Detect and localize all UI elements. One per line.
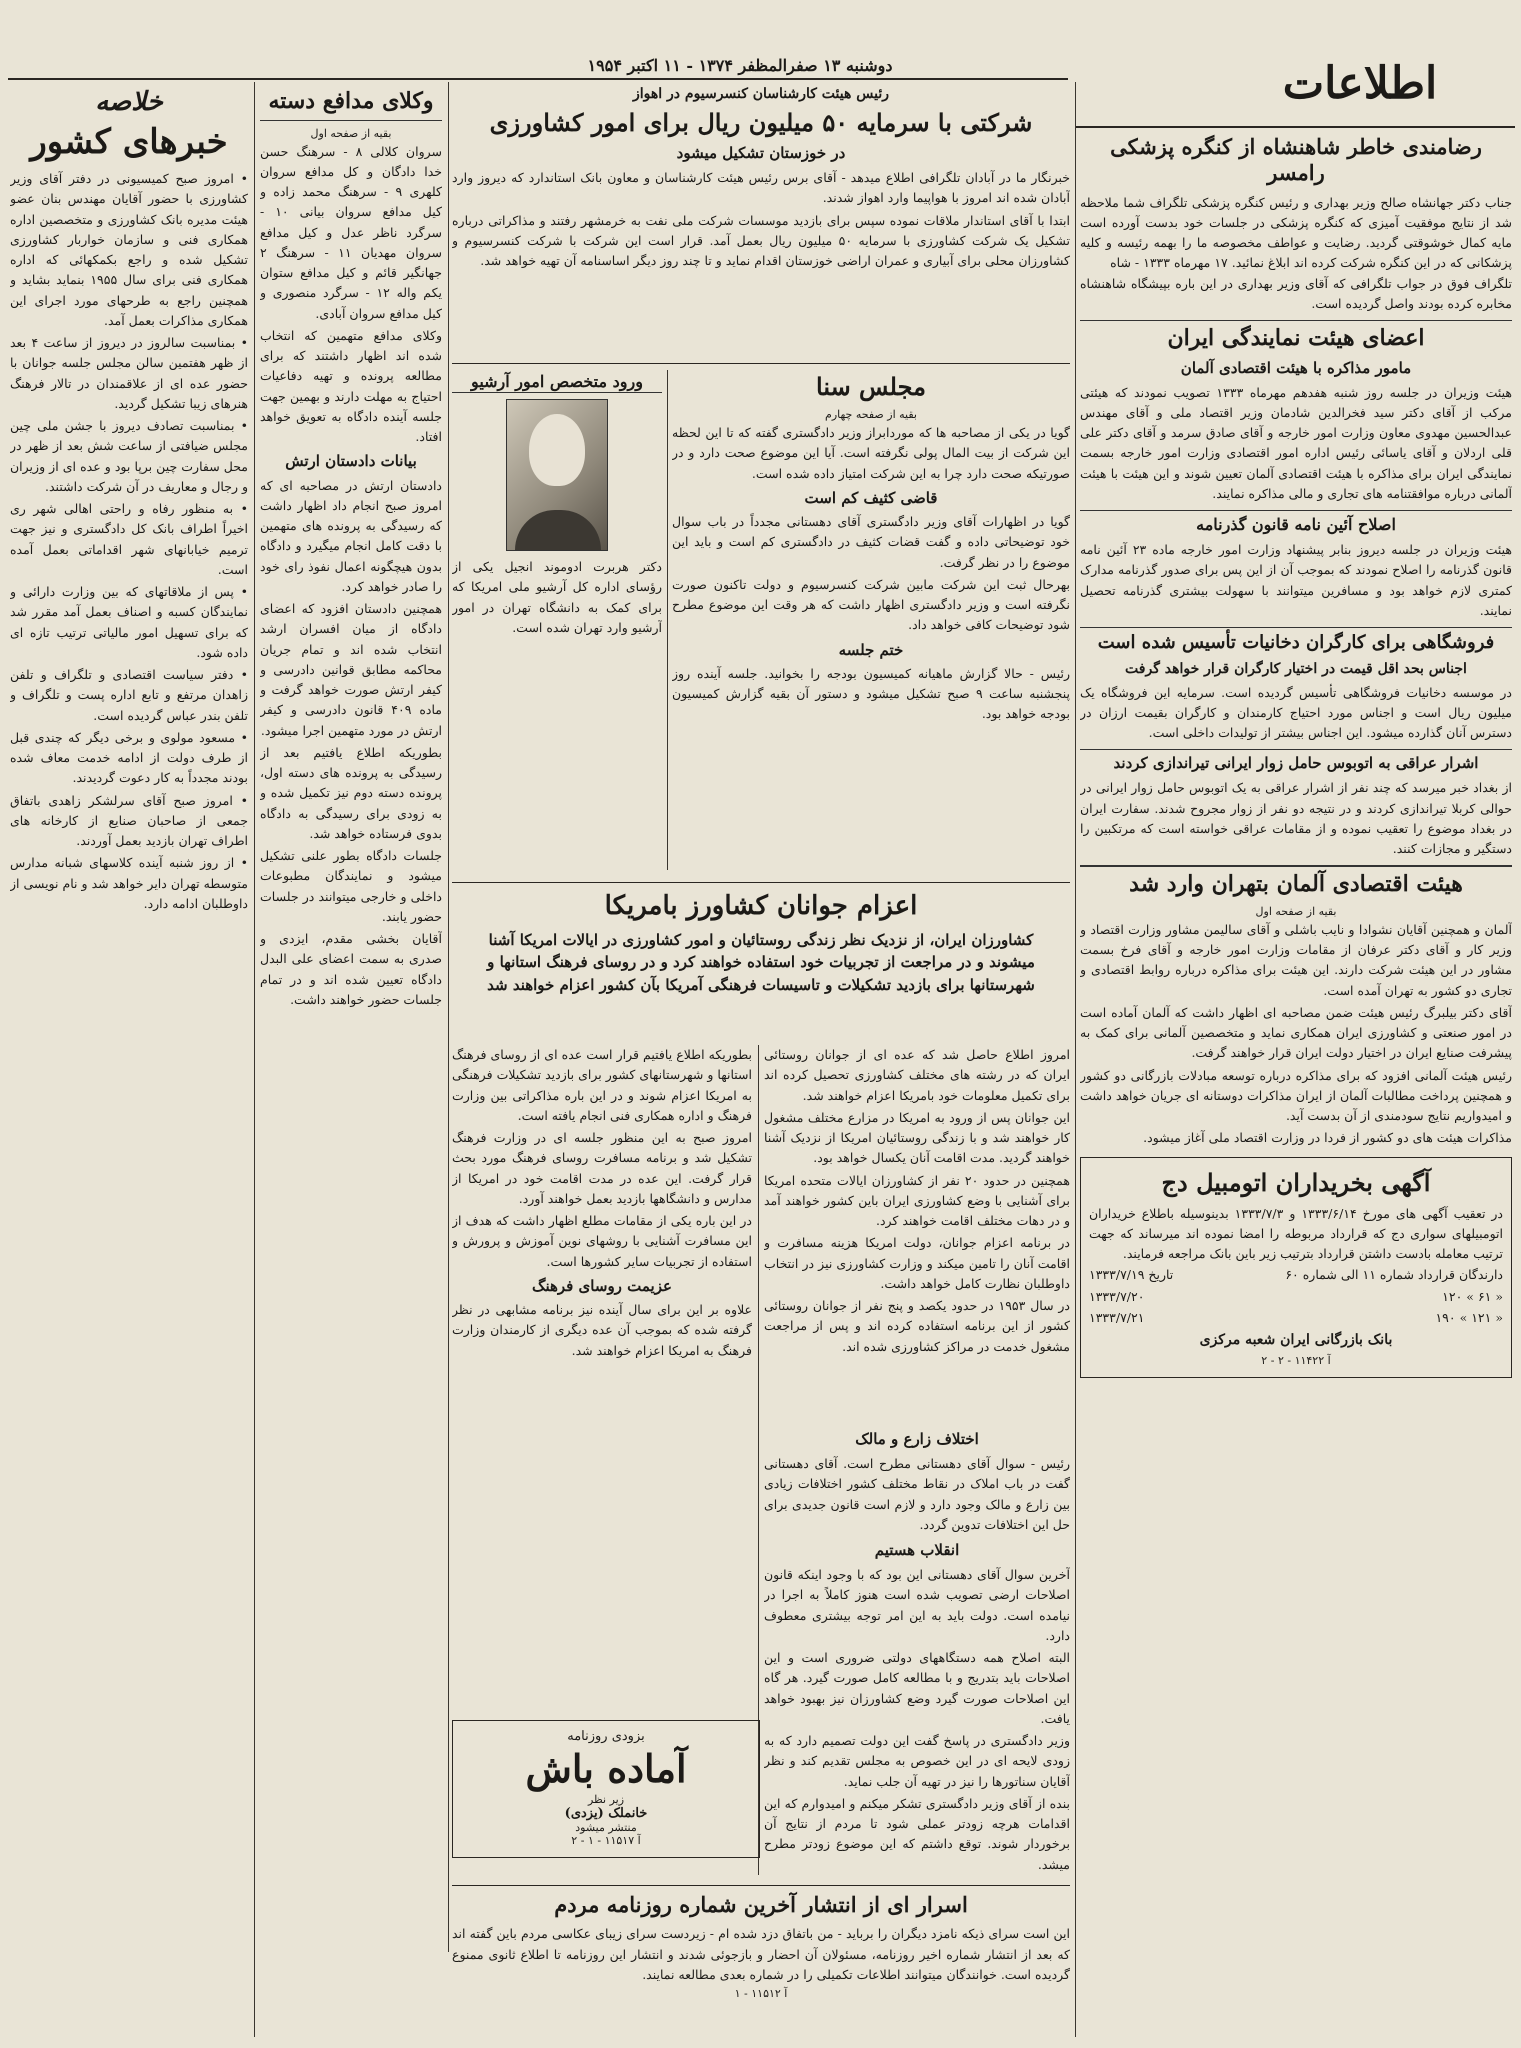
- lawyers-paragraph: سروان کلالی ۸ - سرهنگ حسن خدا دادگان و کل مدافع سروان کلهری ۹ - سرهنگ محمد زاده و کیل مدافع سروان بیانی ۱۰ - سرگرد ناظر عدل و کیل مدافع سروان مهدیان ۱۱ - سرهنگ ۲ جهانگیر قائم و کیل مدافع ستوان یکم واله ۱۲ - سرگرد منصوری و کیل مدافع سروان آبادی.: [260, 143, 442, 321]
- portrait-photo: [506, 399, 608, 551]
- senate-paragraph: بهرحال ثبت این شرکت مابین شرکت کنسرسیوم و دولت تاکنون صورت نگرفته است و وزیر دادگستری اظهار داشت که هر وقت این موضوع مطرح شود توضیحات کافی خواهد داد.: [672, 576, 1070, 633]
- dodge-ad-range: « ۶۱ » ۱۲۰: [1442, 1288, 1503, 1304]
- dodge-ad-date: ۱۳۳۳/۷/۲۱: [1089, 1309, 1145, 1325]
- column-defense-lawyers: [260, 86, 442, 2036]
- column-rule-1: [254, 82, 255, 2037]
- farmers-subhead-2: عزیمت روسای فرهنگ: [532, 1276, 672, 1295]
- law-title: انقلاب هستیم: [874, 1541, 960, 1559]
- senate-closing: رئیس - حالا گزارش ماهیانه کمیسیون بودجه را بخوانید. جلسه آینده روز پنجشنبه ساعت ۹ صبح تشکیل میشود و دستور آن بقیه گزارش کمیسیون بودجه خواهد بود.: [672, 665, 1070, 722]
- strip-code: آ ۱۱۵۱۲ - ۱: [734, 1987, 788, 2000]
- ad-code: آ ۱۱۵۱۷ - ۱ - ۲: [571, 1834, 641, 1847]
- german-paragraph: آقای دکتر بیلبرگ رئیس هیئت ضمن مصاحبه ای اظهار داشت که آلمان آماده است در امور صنعتی و کشاورزی ایران همکاری نماید و متخصصین آلمانی برای کمک به پیشرفت صنایع ایران در اختیار دولت ایران قرار خواهند گرفت.: [1080, 1004, 1512, 1061]
- story-bottom-strip: [452, 1890, 1070, 2035]
- dodge-ad-range: « ۱۲۱ » ۱۹۰: [1435, 1309, 1503, 1325]
- farmers-paragraph: در سال ۱۹۵۳ در حدود یکصد و پنج نفر از جوانان روستائی کشور از این برنامه استفاده کرده اند و پس از مراجعت مشغول خدمت در مراکز کشاورزی شده اند.: [764, 1298, 1070, 1354]
- center-rule: [452, 882, 1070, 883]
- dodge-ad-row: [1089, 1286, 1503, 1307]
- brief-item: • امروز صبح آقای سرلشکر زاهدی باتفاق جمعی از صاحبان صنایع از کارخانه های اطراف تهران بازدید بعمل آوردند.: [10, 792, 248, 848]
- dodge-ad: [1080, 1157, 1512, 1379]
- brief-item: • بمناسبت تصادف دیروز با جشن ملی چین مجلس ضیافتی از ساعت شش بعد از ظهر در محل سفارت چین برپا بود و عده ای از وزیران و رجال و معاریف در آن شرکت داشتند.: [10, 418, 248, 494]
- lawyers-title: وکلای مدافع دسته: [260, 88, 442, 121]
- column-news-briefs: [10, 86, 248, 2036]
- lawyers-paragraph: دادستان ارتش در مصاحبه ای که امروز صبح انجام داد اظهار داشت که رسیدگی به پرونده های متهمین با دقت کامل انجام میگیرد و دادگاه بدون هیچگونه اعمال نفوذ رای خود را صادر خواهد کرد.: [260, 477, 442, 594]
- dodge-ad-code: آ ۱۱۴۲۲ - ۲ - ۲: [1261, 1354, 1331, 1367]
- farmers-subhead: کشاورزان ایران، از نزدیک نظر زندگی روستائیان و امور کشاورزی در ایالات امریکا آشنا میشوند و در مراجعت از تجربیات خود استفاده خواهند کرد و در روسای فرهنگ استانها و شهرستانها برای بازدید تشکیلات و تاسیسات فرهنگی آمریکا بآن کشور اعزام خواهند شد: [487, 930, 1035, 994]
- story-senate: [672, 370, 1070, 890]
- shooting-body: از بغداد خبر میرسد که چند نفر از اشرار عراقی به یک اتوبوس حامل زوار ایرانی در حوالی کربلا تیراندازی کردند و در نتیجه دو نفر از زوار مجروح شدند. سفارت ایران در بغداد موضوع را تعقیب نموده و از مقامات عراقی خواسته است که مرتکبین را دستگیر و مجازات کنند.: [1080, 780, 1512, 856]
- photo-rule: [667, 370, 668, 870]
- farmers-paragraph: امروز اطلاع حاصل شد که عده ای از جوانان روستائی ایران که در رشته های مختلف کشاورزی تحصیل کرده اند برای تکمیل معلومات خود بامریکا اعزام خواهند شد.: [764, 1047, 1070, 1103]
- dodge-ad-date: ۱۳۳۳/۷/۲۰: [1089, 1288, 1145, 1304]
- store-body: در موسسه دخانیات فروشگاهی تأسیس گردیده است. سرمایه این فروشگاه یک میلیون ریال است و اجناس مورد احتیاج کارمندان و کارگران بقیمت ارزان در دسترس آنان گذارده میشود. این اجناس بیشتر از تولیدات داخلی است.: [1080, 684, 1512, 740]
- farmers-paragraph: علاوه بر این برای سال آینده نیز برنامه مشابهی در نظر گرفته شده که بموجب آن عده دیگری از کارمندان وزارت فرهنگ به امریکا اعزام خواهند شد.: [452, 1302, 752, 1358]
- lawyers-paragraph: بطوریکه اطلاع یافتیم بعد از رسیدگی به پرونده های دسته اول، پرونده دسته دوم نیز تکمیل شده و به زودی برای رسیدگی به دادگاه بدوی فرستاده خواهد شد.: [260, 744, 442, 841]
- brief-item: • امروز صبح کمیسیونی در دفتر آقای وزیر کشاورزی با حضور آقایان مهندس بنان عضو هیئت مدیره بانک کشاورزی و متخصصین اداره همکاری فنی و سازمان خواربار کشاورزی تشکیل شده و راجع بکمکهائی که اداره همکاری فنی برای سال ۱۹۵۵ بنماید بشاید و همچنین راجع به طرحهای مورد اجرای این همکاری مذاکرات بعمل آمد.: [10, 171, 248, 328]
- agri-body: [452, 168, 1070, 271]
- law-paragraph: بنده از آقای وزیر دادگستری تشکر میکنم و امیدوارم که این اقدامات هرچه زودتر عملی شود تا مردم از نتایج آن برخوردار شوند. توقع داشتم که این موضوع زودتر مطرح میشد.: [764, 1795, 1070, 1872]
- masthead: اطلاعات: [1282, 58, 1438, 109]
- lawyers-paragraph: وکلای مدافع متهمین که انتخاب شده اند اظهار داشتند که برای مطالعه پرونده و تهیه دفاعیات احتیاج به مهلت دارند و بهمین جهت جلسه آینده دادگاه به تعویق خواهد افتاد.: [260, 327, 442, 444]
- farmers-paragraph: در این باره یکی از مقامات مطلع اظهار داشت که هدف از این مسافرت آشنایی با روشهای نوین آموزش و پرورش و استفاده از تجربیات سایر کشورها است.: [452, 1213, 752, 1269]
- german-body: [1080, 920, 1512, 1149]
- agri-paragraph: خبرنگار ما در آبادان تلگرافی اطلاع میدهد - آقای برس رئیس هیئت کارشناسان و معاون بانک استاندارد که دیروز وارد آبادان شده اند امروز با هواپیما وارد اهواز شدند.: [452, 170, 1070, 206]
- german-paragraph: رئیس هیئت آلمانی افزود که برای مذاکره درباره توسعه مبادلات بازرگانی دو کشور و همچنین پرداخت مطالبات آلمان از ایران مذاکرات دوستانه ای جریان خواهد داشت و امیدواریم نتایج سودمندی از آن بدست آید.: [1080, 1067, 1512, 1123]
- senate-closing-title: ختم جلسه: [838, 640, 904, 659]
- photo-caption: دکتر هربرت ادوموند انجیل یکی از رؤسای اداره کل آرشیو ملی امریکا که برای کمک به دانشگاه تهران در امور آرشیو وارد تهران شده است.: [452, 559, 662, 635]
- dispute-body: رئیس - سوال آقای دهستانی مطرح است. آقای دهستانی گفت در باب املاک در نقاط مختلف کشور اختلافات زیادی بین زارع و مالک وجود دارد و لازم است قانون جدیدی برای حل این اختلافات تدوین گردد.: [764, 1456, 1070, 1532]
- german-delegation-headline: هیئت اقتصادی آلمان بتهران وارد شد: [1080, 865, 1512, 899]
- store-subhead: اجناس بحد اقل قیمت در اختیار کارگران قرار خواهد گرفت: [1125, 660, 1467, 677]
- shooting-headline: اشرار عراقی به اتوبوس حامل زوار ایرانی تیراندازی کردند: [1080, 749, 1512, 772]
- lawyers-subhead: بیانات دادستان ارتش: [285, 452, 417, 471]
- brief-item: • بمناسبت سالروز در دیروز از ساعت ۴ بعد از ظهر هفتمین سالن مجلس جلسه جوانان با حضور عده ای از علاقمندان در تالار فرهنگ هنرهای زیبا تشکیل گردید.: [10, 335, 248, 411]
- story-agri-company: [452, 86, 1070, 361]
- portrait-suit: [515, 510, 601, 550]
- agri-paragraph: ابتدا با آقای استاندار ملاقات نموده سپس برای بازدید موسسات شرکت ملی نفت به خرمشهر رفتند و مذاکراتی درباره تشکیل یک شرکت کشاورزی با سرمایه ۵۰ میلیون ریال بعمل آمد. قرار است این شرکت با شرکت کنسرسیوم و کشاورزان محلی برای آبیاری و عمران اراضی خوزستان اقدام نماید و تا چند روز دیگر اساسنامه آن تهیه خواهد شد.: [452, 212, 1070, 268]
- brief-item: • پس از ملاقاتهای که بین وزارت دارائی و نمایندگان کسبه و اصناف بعمل آمد مقرر شد که برای تسهیل امور مالیاتی ترتیب تازه ای داده شود.: [10, 584, 248, 660]
- briefs-title: خبرهای کشور: [30, 121, 228, 162]
- german-continued: بقیه از صفحه اول: [1255, 904, 1337, 918]
- law-paragraph: وزیر دادگستری در پاسخ گفت این دولت تصمیم دارد که به زودی لایحه ای در این خصوص به مجلس تقدیم کند و نظر آقایان سناتورها را نیز در تهیه آن جلب نماید.: [764, 1733, 1070, 1789]
- lawyers-continued: بقیه از صفحه اول: [310, 126, 392, 140]
- farmers-headline: اعزام جوانان کشاورز بامریکا: [604, 891, 918, 921]
- column-rule-3: [1075, 82, 1076, 2037]
- farmers-left-body: [452, 1045, 752, 1361]
- agri-rule: [452, 363, 1070, 364]
- column-right: [1080, 132, 1512, 2037]
- header-rule: [8, 78, 1068, 80]
- lawyers-paragraph: آقایان بخشی مقدم، ایزدی و صدری به سمت اعضای علی البدل دادگاه تعیین شده اند و در تمام جلسات حضور خواهند داشت.: [260, 931, 442, 1007]
- farmers-paragraph: همچنین در حدود ۲۰ نفر از کشاورزان ایالات متحده امریکا برای آشنایی با وضع کشاورزی ایران باین کشور خواهند آمد و در دهات مختلف اقامت خواهند کرد.: [764, 1172, 1070, 1228]
- brief-item: • به منظور رفاه و راحتی اهالی شهر ری اخیراً اطراف بانک کل دادگستری و نیز جهت ترمیم خیابانهای شهر اقداماتی بعمل آمده است.: [10, 501, 248, 577]
- german-paragraph: مذاکرات هیئت های دو کشور از فردا در وزارت اقتصاد ملی آغاز میشود.: [1143, 1130, 1512, 1146]
- senate-continued-block: [764, 1430, 1070, 1880]
- dodge-ad-body: در تعقیب آگهی های مورخ ۱۳۳۳/۶/۱۴ و ۱۳۳۳/۷/۳ بدینوسیله باطلاع خریداران اتومبیلهای سواری دج که قرارداد مربوطه را امضا نموده اند میرساند که جهت ترتیب معامله بادست داشتن قرارداد بترتیب زیر باین بانک مراجعه فرمایند.: [1089, 1205, 1503, 1261]
- ad-publisher: منتشر میشود: [575, 1821, 637, 1834]
- lawyers-paragraph: جلسات دادگاه بطور علنی تشکیل میشود و نمایندگان مطبوعات داخلی و خارجی میتوانند در جلسات حضور یابند.: [260, 848, 442, 924]
- dodge-ad-row: [1089, 1307, 1503, 1328]
- ad-owner-label: زیر نظر: [587, 1793, 625, 1806]
- law-body: [764, 1565, 1070, 1875]
- photo-box: [452, 370, 662, 790]
- delegation-headline: اعضای هیئت نمایندگی ایران: [1080, 320, 1512, 353]
- portrait-face: [529, 414, 585, 486]
- agri-headline: شرکتی با سرمایه ۵۰ میلیون ریال برای امور کشاورزی: [489, 108, 1033, 137]
- senate-continued: بقیه از صفحه چهارم: [825, 408, 917, 421]
- farmers-right-column: [764, 1045, 1070, 1425]
- passport-body: هیئت وزیران در جلسه دیروز بنابر پیشنهاد وزارت امور خارجه ماده ۲۳ آئین نامه قانون گذرنامه را اصلاح نمودند که بموجب آن از این پس برای صدور گذرنامه مدارک کمتری لازم خواهد بود و مسافرین میتوانند با سهولت بیشتری گذرنامه تحصیل نمایند.: [1080, 542, 1512, 618]
- store-headline: فروشگاهی برای کارگران دخانیات تأسیس شده است: [1080, 627, 1512, 655]
- agri-subhead: در خوزستان تشکیل میشود: [676, 144, 846, 162]
- column-rule-2: [448, 82, 449, 1952]
- farmers-paragraph: این جوانان پس از ورود به امریکا در مزارع مختلف مشغول کار خواهند شد و با زندگی روستائیان امریکا از نزدیک آشنا خواهند گردید. مدت اقامت آنان یکسال خواهد بود.: [764, 1109, 1070, 1166]
- strip-headline: اسرار ای از انتشار آخرین شماره روزنامه مردم: [554, 1892, 968, 1917]
- strip-body: این است سرای ذیکه نامزد دیگران را برباید - من باتفاق دزد شده ام - زیردست سرای زیبای عکاسی مردم باین گفته اند که بعد از انتشار شماره اخیر روزنامه، مسئولان آن احضار و بازجوئی شدند و انتشار این روزنامه تا اطلاع ثانوی ممنوع گردیده است. خوانندگان میتوانند اطلاعات تکمیلی را در شماره بعدی مطالعه نمایند.: [452, 1926, 1070, 1982]
- ad-label: بزودی روزنامه: [567, 1729, 645, 1744]
- briefs-kicker: خلاصه: [95, 87, 163, 117]
- german-paragraph: آلمان و همچنین آقایان نشوادا و نایب باشلی و آقای سالیمن مشاور وزارت اقتصاد و وزیر کار و آقای دکتر عرفان از مقامات وزارت امور خارجه و آقای فرخ بسمت مشاور در این هیئت شرکت دارند. این هیئت برای مذاکره درباره روابط اقتصادی و تجاری دو کشور به تهران آمده است.: [1080, 921, 1512, 998]
- brief-item: • دفتر سیاست اقتصادی و تلگراف و تلفن زاهدان مرتفع و تابع اداره پست و تلگراف و تلفن بندر عباس گردیده است.: [10, 667, 248, 723]
- dodge-ad-date: تاریخ ۱۳۳۳/۷/۱۹: [1089, 1267, 1174, 1283]
- photo-title: ورود متخصص امور آرشیو: [452, 372, 662, 393]
- senate-paragraph: گویا در اظهارات آقای وزیر دادگستری آقای دهستانی مجدداً در باب سوال خود توضیحاتی داده و گفت قضات کثیف در دادگستری کم است و باید این موضوع را در نظر گرفت.: [672, 514, 1070, 570]
- congress-note: تلگراف فوق در جواب تلگرافی که آقای وزیر بهداری در این باره بپیشگاه شاهنشاه مخابره کرده بودند واصل گردیده است.: [1080, 275, 1512, 311]
- farmers-right-body: [764, 1045, 1070, 1357]
- passport-headline: اصلاح آئین نامه قانون گذرنامه: [1080, 510, 1512, 534]
- senate-body: [672, 423, 1070, 725]
- dodge-ad-title: آگهی بخریداران اتومبیل دج: [1161, 1167, 1431, 1197]
- dateline: دوشنبه ۱۳ صفرالمظفر ۱۳۷۴ - ۱۱ اکتبر ۱۹۵۴: [587, 56, 893, 75]
- congress-body: جناب دکتر جهانشاه صالح وزیر بهداری و رئیس کنگره پزشکی تلگراف شما ملاحظه شد از نتایج موفقیت آمیزی که کنگره پزشکی در جلسات خود بدست آورده است مایه کمال خوشوقتی گردید. رضایت و عواطف مخصوصه ما را بهمه رئیسه و کلیه پزشکانی که در این کنگره شرکت کرده اند ابلاغ نمائید. ۱۷ مهرماه ۱۳۳۳ - شاه: [1080, 194, 1512, 271]
- agri-kicker: رئیس هیئت کارشناسان کنسرسیوم در اهواز: [633, 86, 889, 102]
- lawyers-paragraph: همچنین دادستان افزود که اعضای دادگاه از میان افسران ارشد انتخاب شده اند و تمام جریان محاکمه مطابق قوانین دادرسی و کیفر ارتش صورت خواهد گرفت و ماده ۴۰۹ قانون دادرسی و کیفر ارتش در مورد متهمین اجرا میشود.: [260, 601, 442, 738]
- farmers-paragraph: در برنامه اعزام جوانان، دولت امریکا هزینه مسافرت و اقامت آنان را تامین میکند و وزارت کشاورزی نیز در انتخاب داوطلبان نظارت کامل خواهد داشت.: [764, 1235, 1070, 1291]
- farmers-paragraph: امروز صبح به این منظور جلسه ای در وزارت فرهنگ تشکیل شد و برنامه مسافرت روسای فرهنگ مورد بحث قرار گرفت. این عده در مدت اقامت خود در امریکا از مدارس و دانشگاهها بازدید بعمل خواهند آورد.: [452, 1130, 752, 1206]
- ad-amadebash: [452, 1720, 760, 1858]
- dispute-title: اختلاف زارع و مالک: [855, 1430, 979, 1448]
- congress-headline: رضامندی خاطر شاهنشاه از کنگره پزشکی رامسر: [1110, 134, 1482, 186]
- delegation-subhead: مامور مذاکره با هیئت اقتصادی آلمان: [1180, 358, 1412, 377]
- senate-paragraph: گویا در یکی از مصاحبه ها که موردابراز وزیر دادگستری گفته که تا این لحظه این شرکت از بیت المال پولی نگرفته است. آیا این موضوع صحت دارد و در صورتیکه صحت دارد چرا به این شرکت امتیاز داده شده است.: [672, 425, 1070, 481]
- ad-owner: خانملک (یزدی): [564, 1806, 648, 1821]
- ad-title: آماده باش: [525, 1746, 687, 1791]
- brief-item: • مسعود مولوی و برخی دیگر که چندی قبل از طرف دولت از ادامه خدمت معاف شده بودند مجدداً به کار دعوت گردیدند.: [10, 729, 248, 786]
- law-paragraph: آخرین سوال آقای دهستانی این بود که با وجود اینکه قانون اصلاحات ارضی تصویب شده است هنوز کاملاً به اجرا در نیامده است. دولت باید به این امر توجه بیشتری معطوف دارد.: [764, 1567, 1070, 1643]
- briefs-body: [10, 169, 248, 914]
- dodge-ad-row: [1089, 1264, 1503, 1285]
- delegation-body: هیئت وزیران در جلسه روز شنبه هفدهم مهرماه ۱۳۳۳ تصویب نمودند که هیئتی مرکب از آقای دکتر سید فخرالدین شادمان وزیر اقتصاد ملی و آقای مهندس عبدالحسین مهدوی معاون وزارت امور خارجه و آقای صادق سرمد و آقای دکتر علی قلی اردلان و آقای یاسائی رئیس اداره امور اقتصادی وزارت امور خارجه بسمت نمایندگی ایران برای مذاکره با هیئت اقتصادی آلمان تعیین شوند و این هیئت با هیئت آلمانی درباره موافقتنامه های تجاری و مالی مذاکره نمایند.: [1080, 384, 1512, 501]
- bottom-strip-rule: [452, 1885, 1070, 1886]
- dodge-ad-range: دارندگان قرارداد شماره ۱۱ الی شماره ۶۰: [1285, 1267, 1503, 1283]
- masthead-rule: [1075, 126, 1515, 128]
- law-paragraph: البته اصلاح همه دستگاههای دولتی ضروری است و این اصلاحات باید بتدریج و با مطالعه کامل صورت گیرد. هر گاه این اصلاحات صورت گیرد وضع کشاورزان نیز بهبود خواهد یافت.: [764, 1650, 1070, 1726]
- senate-title: مجلس سنا: [816, 372, 926, 401]
- brief-item: • از روز شنبه آینده کلاسهای شبانه مدارس متوسطه تهران دایر خواهد شد و نام نویسی از داوطلبان ادامه دارد.: [10, 855, 248, 911]
- farmers-paragraph: بطوریکه اطلاع یافتیم قرار است عده ای از روسای فرهنگ استانها و شهرستانهای کشور برای بازدید تشکیلات فرهنگی به امریکا اعزام شوند و در این باره مذاکراتی بین وزارت فرهنگ و اداره همکاری فنی انجام یافته است.: [452, 1047, 752, 1123]
- dodge-ad-bank: بانک بازرگانی ایران شعبه مرکزی: [1199, 1332, 1393, 1348]
- lawyers-body: [260, 142, 442, 1011]
- senate-subhead: قاضی کثیف کم است: [804, 488, 938, 507]
